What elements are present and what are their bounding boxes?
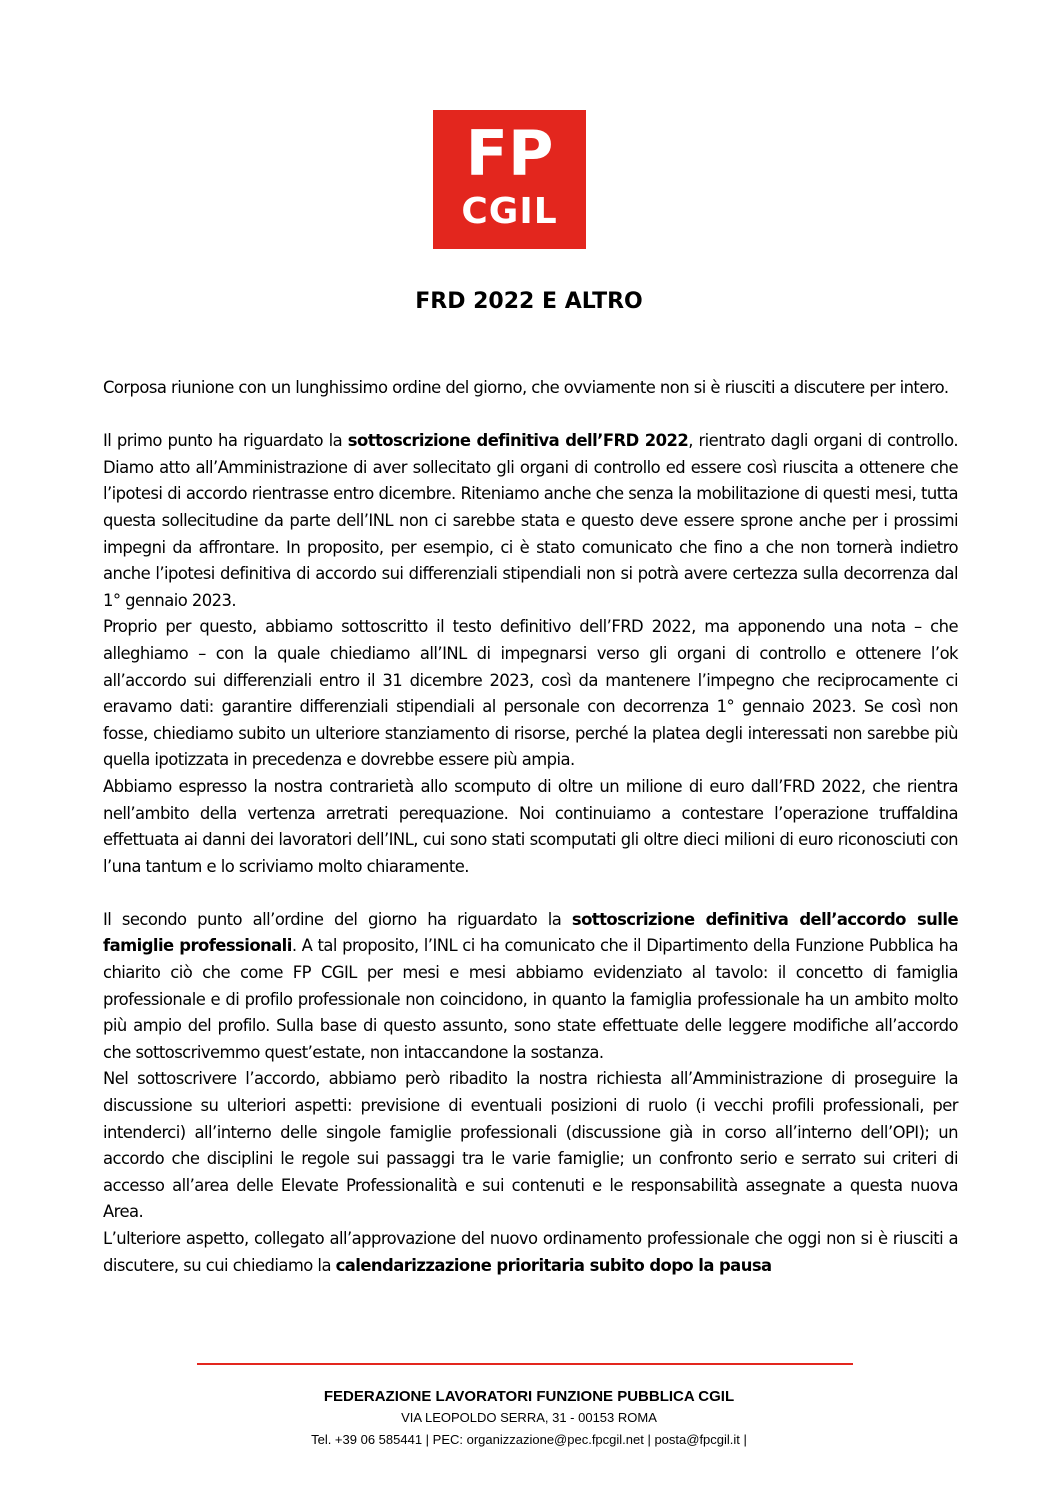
- bold-highlight: sottoscrizione definitiva dell’FRD 2022: [347, 431, 689, 451]
- paragraph-scomputo: Abbiamo espresso la nostra contrarietà allo scomputo di oltre un milione di euro dall’FRD 2022, che rientra nell’ambito della vertenza arretrati perequazione. Noi continuiamo a contestare l’operazione truffaldina effettuata ai danni dei lavoratori dell’INL, cui sono stati scomputati gli oltre dieci milioni di euro riconosciuti con l’una tantum e lo scriviamo molto chiaramente.: [103, 776, 958, 876]
- document-body: [103, 375, 958, 1279]
- fp-cgil-logo: [433, 110, 586, 249]
- paragraph-richiesta: Nel sottoscrivere l’accordo, abbiamo però ribadito la nostra richiesta all’Amministrazione di proseguire la discussione su ulteriori aspetti: previsione di eventuali posizioni di ruolo (i vecchi profili professionali, per intenderci) all’interno delle singole famiglie professionali (discussione già in corso all’interno dell’OPI); un accordo che disciplini le regole sui passaggi tra le varie famiglie; un confronto serio e serrato sui criteri di accesso all’area delle Elevate Professionalità e sui contenuti e le responsabilità assegnate a questa nuova Area.: [103, 1069, 958, 1222]
- paragraph-nota: Proprio per questo, abbiamo sottoscritto il testo definitivo dell’FRD 2022, ma apponendo una nota – che alleghiamo – con la quale chiediamo all’INL di impegnarsi verso gli organi di controllo e ottenere l’ok all’accordo sui differenziali entro il 31 dicembre 2023, così da mantenere l’impegno che reciprocamente ci eravamo dati: garantire differenziali stipendiali al personale con decorrenza 1° gennaio 2023. Se così non fosse, chiediamo subito un ulteriore stanziamento di risorse, perché la platea degli interessati non sarebbe più quella ipotizzata in precedenza e dovrebbe essere più ampia.: [103, 617, 958, 770]
- paragraph-text: L’ulteriore aspetto, collegato all’approvazione del nuovo ordinamento professionale che oggi non si è riusciti a discutere, su cui chiediamo la: [103, 1229, 958, 1275]
- bold-highlight: sottoscrizione definitiva dell’accordo sulle famiglie professionali: [103, 909, 959, 956]
- bold-highlight: calendarizzazione prioritaria subito dopo la pausa: [335, 1255, 772, 1275]
- paragraph-ulteriore-aspetto: [103, 1226, 958, 1279]
- footer-divider: [197, 1363, 853, 1365]
- logo-text-cgil: CGIL: [461, 191, 558, 232]
- document-title: FRD 2022 E ALTRO: [415, 289, 643, 314]
- paragraph-famiglie-professionali: [103, 907, 958, 1067]
- paragraph-text: , rientrato dagli organi di controllo. Diamo atto all’Amministrazione di aver sollecitato gli organi di controllo ed essere così riuscita a ottenere che l’ipotesi di accordo rientrasse entro dicembre. Riteniamo anche che senza la mobilitazione di questi mesi, tutta questa sollecitudine da parte dell’INL non ci sarebbe stata e questo deve essere sprone anche per i prossimi impegni da affrontare. In proposito, per esempio, ci è stato comunicato che fino a che non tornerà indietro anche l’ipotesi definitiva di accordo sui differenziali stipendiali non si potrà avere certezza sulla decorrenza dal 1° gennaio 2023.: [103, 431, 958, 610]
- footer-address: VIA LEOPOLDO SERRA, 31 - 00153 ROMA: [401, 1410, 657, 1425]
- paragraph-text: Il secondo punto all’ordine del giorno ha riguardato la: [103, 909, 572, 929]
- paragraph-intro: Corposa riunione con un lunghissimo ordine del giorno, che ovviamente non si è riusciti a discutere per intero.: [103, 378, 949, 397]
- paragraph-frd-2022: [103, 428, 958, 614]
- paragraph-text: Il primo punto ha riguardato la: [103, 431, 348, 451]
- paragraph-text: . A tal proposito, l’INL ci ha comunicato che il Dipartimento della Funzione Pubblica ha chiarito ciò che come FP CGIL per mesi e mesi abbiamo evidenziato al tavolo: il concetto di famiglia professionale e di profilo professionale non coincidono, in quanto la famiglia professionale ha un ambito molto più ampio del profilo. Sulla base di questo assunto, sono state effettuate delle leggere modifiche all’accordo che sottoscrivemmo quest’estate, non intaccandone la sostanza.: [103, 936, 958, 1062]
- footer-organization: FEDERAZIONE LAVORATORI FUNZIONE PUBBLICA CGIL: [323, 1388, 735, 1405]
- footer-contacts: Tel. +39 06 585441 | PEC: organizzazione@pec.fpcgil.net | posta@fpcgil.it |: [311, 1432, 747, 1447]
- logo-text-fp: FP: [465, 117, 554, 190]
